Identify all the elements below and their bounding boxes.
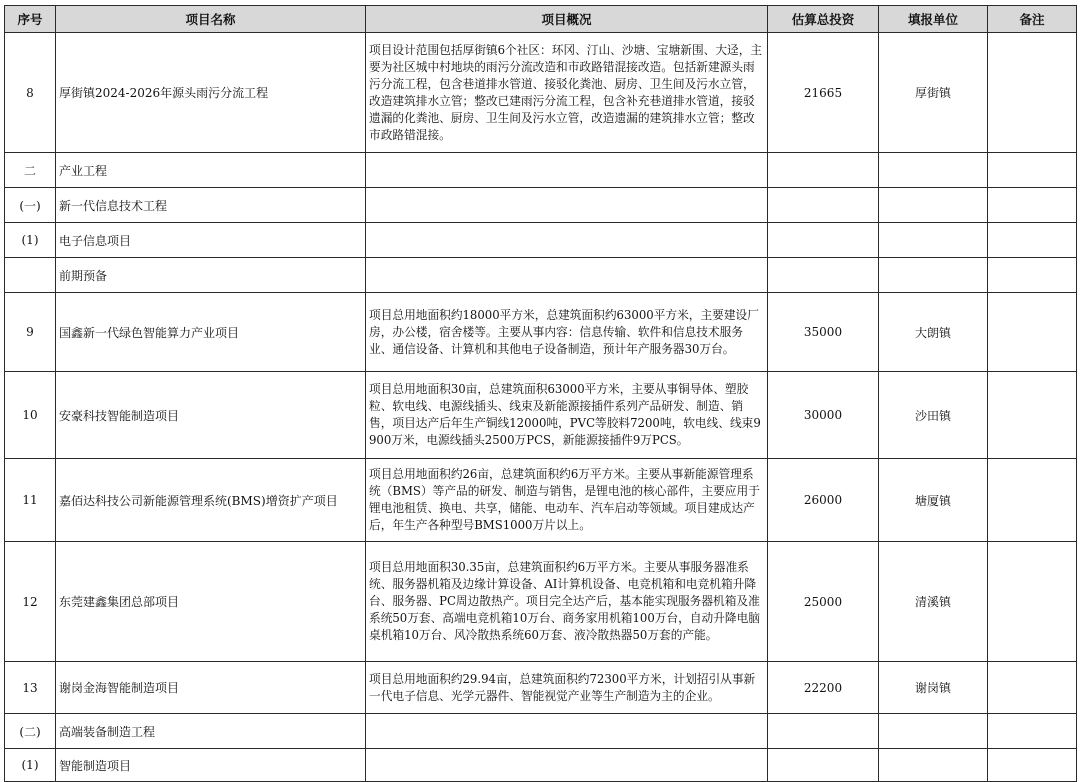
row-name: 安豪科技智能制造项目 (56, 372, 366, 459)
row-seq: 9 (5, 293, 56, 372)
row-name: 厚街镇2024-2026年源头雨污分流工程 (56, 33, 366, 153)
row-name: 高端装备制造工程 (56, 714, 366, 749)
row-name: 嘉佰达科技公司新能源管理系统(BMS)增资扩产项目 (56, 459, 366, 542)
row-investment (768, 714, 879, 749)
row-name: 电子信息项目 (56, 223, 366, 258)
row-note (988, 542, 1077, 662)
project-table (4, 5, 1077, 782)
row-note (988, 459, 1077, 542)
header-investment: 估算总投资 (768, 6, 879, 33)
row-note (988, 749, 1077, 782)
row-desc (366, 258, 768, 293)
row-name: 国鑫新一代绿色智能算力产业项目 (56, 293, 366, 372)
row-note (988, 33, 1077, 153)
row-note (988, 223, 1077, 258)
row-unit (879, 714, 988, 749)
row-investment: 21665 (768, 33, 879, 153)
row-seq: (1) (5, 223, 56, 258)
table-row (5, 459, 1077, 542)
row-investment (768, 749, 879, 782)
row-note (988, 714, 1077, 749)
row-investment (768, 188, 879, 223)
row-seq: 8 (5, 33, 56, 153)
row-name: 智能制造项目 (56, 749, 366, 782)
row-investment: 25000 (768, 542, 879, 662)
row-seq: 12 (5, 542, 56, 662)
table-row (5, 714, 1077, 749)
row-unit (879, 188, 988, 223)
row-desc (366, 188, 768, 223)
row-name: 谢岗金海智能制造项目 (56, 662, 366, 714)
table-row (5, 33, 1077, 153)
header-desc: 项目概况 (366, 6, 768, 33)
row-desc: 项目总用地面积约26亩，总建筑面积约6万平方米。主要从事新能源管理系统（BMS）等产品的研发、制造与销售，是锂电池的核心部件，主要应用于锂电池租赁、换电、共享，储能、电动车、汽车启动等领域。项目建成达产后，年生产各种型号BMS1000万片以上。 (366, 459, 768, 542)
row-note (988, 153, 1077, 188)
row-note (988, 188, 1077, 223)
row-seq: 11 (5, 459, 56, 542)
row-seq: 二 (5, 153, 56, 188)
table-row (5, 542, 1077, 662)
table-row (5, 223, 1077, 258)
header-note: 备注 (988, 6, 1077, 33)
header-seq: 序号 (5, 6, 56, 33)
table-header-row (5, 6, 1077, 33)
row-unit (879, 223, 988, 258)
row-investment: 30000 (768, 372, 879, 459)
row-unit (879, 258, 988, 293)
row-unit: 厚街镇 (879, 33, 988, 153)
row-desc: 项目总用地面积30亩，总建筑面积63000平方米，主要从事铜导体、塑胶粒、软电线、电源线插头、线束及新能源接插件系列产品研发、制造、销售，项目达产后年生产铜线12000吨，PVC等胶料7200吨，软电线、线束9900万米，电源线插头2500万PCS，新能源接插件9万PCS。 (366, 372, 768, 459)
row-note (988, 372, 1077, 459)
row-desc (366, 223, 768, 258)
table-row (5, 662, 1077, 714)
row-note (988, 662, 1077, 714)
row-name: 产业工程 (56, 153, 366, 188)
row-investment (768, 153, 879, 188)
row-unit: 清溪镇 (879, 542, 988, 662)
row-desc: 项目总用地面积约18000平方米，总建筑面积约63000平方米，主要建设厂房，办公楼，宿舍楼等。主要从事内容：信息传输、软件和信息技术服务业、通信设备、计算机和其他电子设备制造，预计年产服务器30万台。 (366, 293, 768, 372)
row-unit (879, 153, 988, 188)
row-unit (879, 749, 988, 782)
table-row (5, 188, 1077, 223)
row-unit: 大朗镇 (879, 293, 988, 372)
header-unit: 填报单位 (879, 6, 988, 33)
row-desc: 项目设计范围包括厚街镇6个社区：环冈、汀山、沙塘、宝塘新围、大迳，主要为社区城中村地块的雨污分流改造和市政路错混接改造。包括新建源头雨污分流工程，包含巷道排水管道、接驳化粪池、厨房、卫生间及污水立管，改造建筑排水立管；整改已建雨污分流工程，包含补充巷道排水管道，接驳遗漏的化粪池、厨房、卫生间及污水立管，改造遗漏的建筑排水立管；整改市政路错混接。 (366, 33, 768, 153)
row-seq: 13 (5, 662, 56, 714)
table-row (5, 372, 1077, 459)
row-seq: (一) (5, 188, 56, 223)
row-note (988, 258, 1077, 293)
row-note (988, 293, 1077, 372)
table-row (5, 153, 1077, 188)
row-unit: 沙田镇 (879, 372, 988, 459)
row-desc: 项目总用地面积30.35亩，总建筑面积约6万平方米。主要从事服务器准系统、服务器机箱及边缘计算设备、AI计算机设备、电竞机箱和电竞机箱升降台、服务器、PC周边散热产。项目完全达产后，基本能实现服务器机箱及准系统50万套、高端电竞机箱10万台、商务家用机箱100万台，自动升降电脑桌机箱10万台、风冷散热系统60万套、液冷散热器50万套的产能。 (366, 542, 768, 662)
row-investment: 35000 (768, 293, 879, 372)
row-name: 东莞建鑫集团总部项目 (56, 542, 366, 662)
row-unit: 谢岗镇 (879, 662, 988, 714)
row-investment: 26000 (768, 459, 879, 542)
row-desc (366, 749, 768, 782)
row-seq: (二) (5, 714, 56, 749)
row-seq (5, 258, 56, 293)
row-desc: 项目总用地面积约29.94亩，总建筑面积约72300平方米，计划招引从事新一代电子信息、光学元器件、智能视觉产业等生产制造为主的企业。 (366, 662, 768, 714)
row-investment: 22200 (768, 662, 879, 714)
table-row (5, 293, 1077, 372)
row-seq: 10 (5, 372, 56, 459)
row-desc (366, 153, 768, 188)
table-row (5, 749, 1077, 782)
row-desc (366, 714, 768, 749)
header-name: 项目名称 (56, 6, 366, 33)
row-unit: 塘厦镇 (879, 459, 988, 542)
row-investment (768, 258, 879, 293)
row-seq: (1) (5, 749, 56, 782)
row-name: 前期预备 (56, 258, 366, 293)
row-name: 新一代信息技术工程 (56, 188, 366, 223)
table-row (5, 258, 1077, 293)
row-investment (768, 223, 879, 258)
